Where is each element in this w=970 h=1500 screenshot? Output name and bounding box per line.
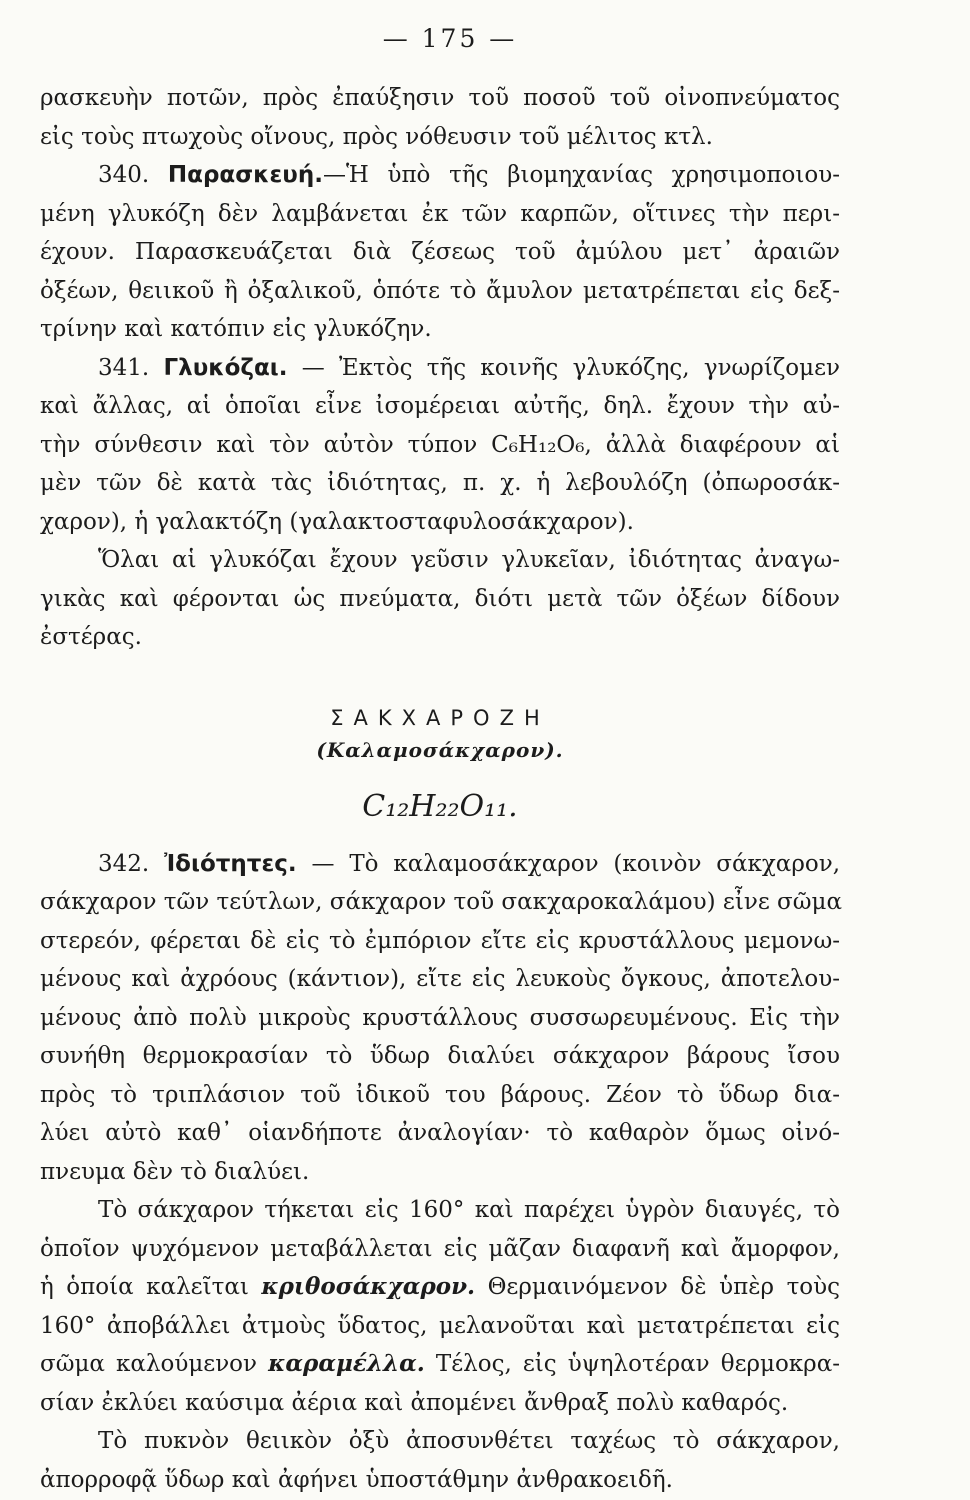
paragraph-heading: Ἰδιότητες. xyxy=(164,850,297,877)
text-line: καὶ ἄλλας, αἱ ὁποῖαι εἶνε ἰσομέρειαι αὐτῆς, δηλ. ἔχουν τὴν αὐ- xyxy=(40,393,840,419)
chemical-formula: C₁₂H₂₂O₁₁. xyxy=(362,788,518,824)
text-line: Ὅλαι αἱ γλυκόζαι ἔχουν γεῦσιν γλυκεῖαν, ἰδιότητας ἀναγω- xyxy=(98,547,840,573)
text-line: ὀξέων, θειικοῦ ἢ ὀξαλικοῦ, ὁπότε τὸ ἄμυλον μετατρέπεται εἰς δεξ- xyxy=(40,277,840,304)
section-subtitle: (Καλαμοσάκχαρον). xyxy=(316,737,564,762)
text-line: Τὸ σάκχαρον τήκεται εἰς 160° καὶ παρέχει ὑγρὸν διαυγές, τὸ xyxy=(98,1197,840,1223)
paragraph-sulfuric xyxy=(40,1422,840,1499)
paragraph-heading: Γλυκόζαι. xyxy=(163,354,288,381)
paragraph-heading: Παρασκευή. xyxy=(167,162,323,188)
text-line: τρίνην καὶ κατόπιν εἰς γλυκόζην. xyxy=(40,316,432,342)
page-number: — 175 — xyxy=(382,24,518,53)
term-karamella: καραμέλλα. xyxy=(268,1350,425,1377)
section-title: ΣΑΚΧΑΡΟΖΗ xyxy=(330,705,550,730)
text-line: μένους καὶ ἀχρόους (κάντιον), εἴτε εἰς λευκοὺς ὄγκους, ἀποτελου- xyxy=(40,966,840,992)
text-segment: — Τὸ καλαμοσάκχαρον (κοινὸν σάκχαρον, xyxy=(296,850,841,877)
text-line: μένους ἀπὸ πολὺ μικροὺς κρυστάλλους συσσωρευμένους. Εἰς τὴν xyxy=(40,1004,840,1031)
paragraph-number: 341. xyxy=(98,354,150,381)
paragraph-342 xyxy=(40,845,840,1192)
text-line xyxy=(40,1345,840,1384)
text-line xyxy=(40,1268,840,1307)
text-line: Τὸ πυκνὸν θειικὸν ὀξὺ ἀποσυνθέτει ταχέως τὸ σάκχαρον, xyxy=(98,1428,840,1454)
text-line: μένη γλυκόζη δὲν λαμβάνεται ἐκ τῶν καρπῶν, οἵτινες τὴν περι- xyxy=(40,200,840,227)
text-line: 160° ἀποβάλλει ἀτμοὺς ὕδατος, μελανοῦται καὶ μετατρέπεται εἰς xyxy=(40,1312,840,1339)
text-line: στερεόν, φέρεται δὲ εἰς τὸ ἐμπόριον εἴτε εἰς κρυστάλλους μεμονω- xyxy=(40,927,840,954)
text-line: ἀπορροφᾷ ὕδωρ καὶ ἀφήνει ὑποστάθμην ἀνθρακοειδῆ. xyxy=(40,1466,673,1493)
text-line: μὲν τῶν δὲ κατὰ τὰς ἰδιότητας, π. χ. ἡ λεβουλόζη (ὀπωροσάκ- xyxy=(40,470,840,496)
text-line: ρασκευὴν ποτῶν, πρὸς ἐπαύξησιν τοῦ ποσοῦ τοῦ οἰνοπνεύματος xyxy=(40,85,840,111)
text-line: έχουν. Παρασκευάζεται διὰ ζέσεως τοῦ ἀμύλου μετ᾽ ἀραιῶν xyxy=(40,239,840,265)
text-line: τὴν σύνθεσιν καὶ τὸν αὐτὸν τύπον C₆H₁₂O₆, ἀλλὰ διαφέρουν αἱ xyxy=(40,431,840,458)
text-segment: Θερμαινόμενον δὲ ὑπὲρ τοὺς xyxy=(475,1274,841,1300)
text-line: εἰς τοὺς πτωχοὺς οἴνους, πρὸς νόθευσιν τοῦ μέλιτος κτλ. xyxy=(40,123,713,150)
text-segment: —Ἡ ὑπὸ τῆς βιομηχανίας χρησιμοποιου- xyxy=(322,162,840,188)
text-segment: σῶμα καλούμενον xyxy=(40,1351,269,1377)
document-page xyxy=(40,24,840,1499)
text-segment: ἡ ὁποία καλεῖται xyxy=(40,1274,262,1300)
text-line: ἐστέρας. xyxy=(40,624,142,650)
paragraph-number: 342. xyxy=(98,850,150,877)
text-line: ὁποῖον ψυχόμενον μεταβάλλεται εἰς μᾶζαν διαφανῆ καὶ ἄμορφον, xyxy=(40,1235,840,1262)
text-segment: — Ἐκτὸς τῆς κοινῆς γλυκόζης, γνωρίζομεν xyxy=(287,354,840,381)
intro-paragraph xyxy=(40,79,840,156)
text-segment: Τέλος, εἰς ὑψηλοτέραν θερμοκρα- xyxy=(424,1351,841,1377)
text-line: λύει αὐτὸ καθ᾽ οἱανδήποτε ἀναλογίαν· τὸ καθαρὸν ὅμως οἰνό- xyxy=(40,1120,840,1146)
text-line: συνήθη θερμοκρασίαν τὸ ὕδωρ διαλύει σάκχαρον βάρους ἴσου xyxy=(40,1043,840,1069)
text-line: γικὰς καὶ φέρονται ὡς πνεύματα, διότι μετὰ τῶν ὀξέων δίδουν xyxy=(40,585,840,612)
text-line xyxy=(40,156,840,195)
text-line: πνευμα δὲν τὸ διαλύει. xyxy=(40,1158,310,1185)
text-line: σίαν ἐκλύει καύσιμα ἀέρια καὶ ἀπομένει ἄνθραξ πολὺ καθαρός. xyxy=(40,1389,789,1416)
text-line xyxy=(40,845,840,884)
text-line: πρὸς τὸ τριπλάσιον τοῦ ἰδικοῦ του βάρους. Ζέον τὸ ὕδωρ δια- xyxy=(40,1081,840,1108)
paragraph-341 xyxy=(40,349,840,657)
term-krithosaccharon: κριθοσάκχαρον. xyxy=(261,1273,476,1300)
paragraph-melting xyxy=(40,1191,840,1422)
text-line xyxy=(40,349,840,388)
paragraph-340 xyxy=(40,156,840,349)
text-line: σάκχαρον τῶν τεύτλων, σάκχαρον τοῦ σακχαροκαλάμου) εἶνε σῶμα xyxy=(40,889,842,915)
text-line: χαρον), ἡ γαλακτόζη (γαλακτοσταφυλοσάκχαρον). xyxy=(40,508,634,535)
paragraph-number: 340. xyxy=(98,162,150,188)
